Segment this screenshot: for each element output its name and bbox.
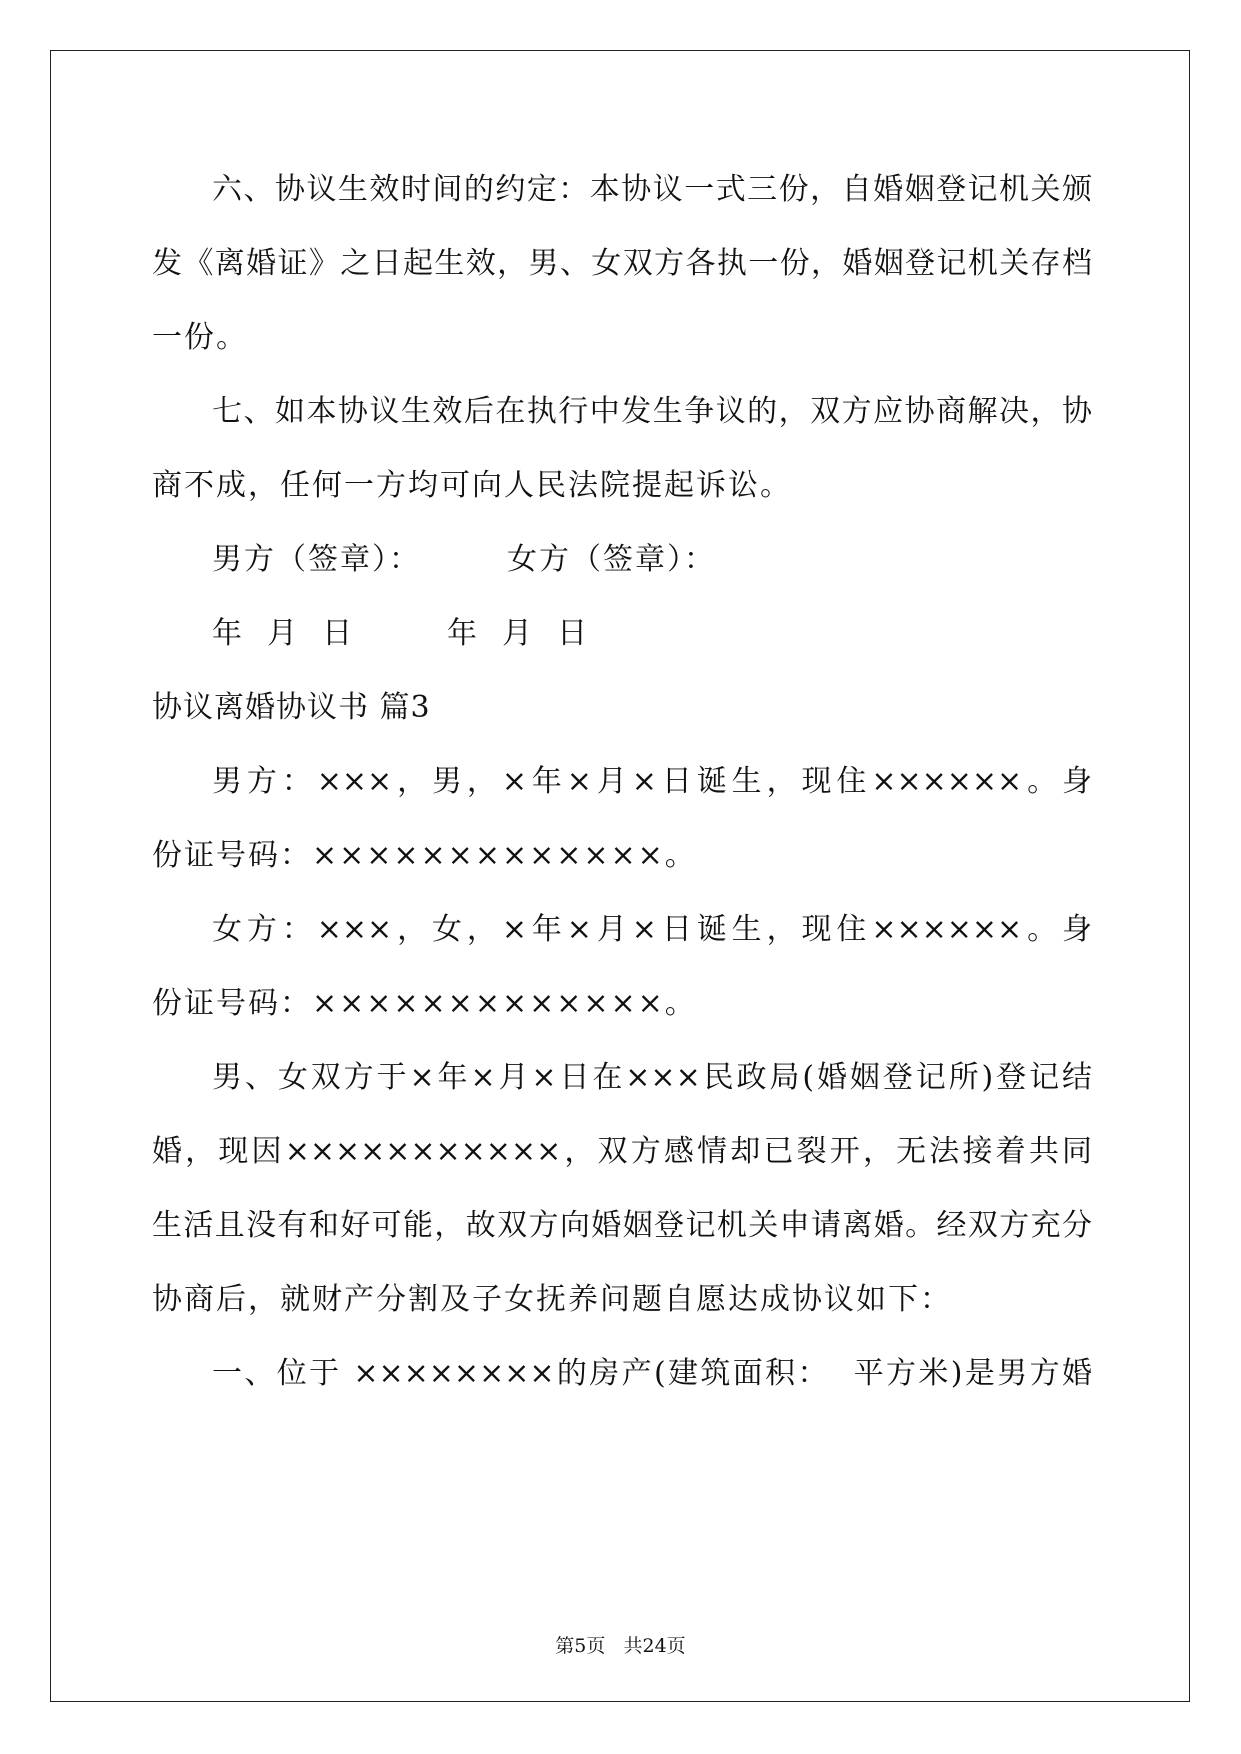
section-heading: 协议离婚协议书 篇3 [152,690,431,725]
paragraph-line: 生活且没有和好可能，故双方向婚姻登记机关申请离婚。经双方充分 [152,1208,1092,1243]
paragraph-line: 份证号码：×××××××××××××。 [152,986,697,1021]
female-date: 年 月 日 [447,616,590,651]
female-signature-label: 女方（签章）： [507,542,716,577]
paragraph-line: 商不成，任何一方均可向人民法院提起诉讼。 [152,468,792,503]
paragraph-line: 发《离婚证》之日起生效，男、女双方各执一份，婚姻登记机关存档 [152,246,1092,281]
paragraph-line: 协商后，就财产分割及子女抚养问题自愿达成协议如下： [152,1282,952,1317]
page-border [50,50,1190,1702]
paragraph-line: 七、如本协议生效后在执行中发生争议的，双方应协商解决，协 [212,394,1092,429]
paragraph-line: 一、位于 ××××××××的房产(建筑面积： 平方米)是男方婚 [212,1356,1092,1391]
male-signature-label: 男方（签章）： [212,542,421,577]
paragraph-line: 六、协议生效时间的约定：本协议一式三份，自婚姻登记机关颁 [212,172,1092,207]
paragraph-line: 一份。 [152,320,248,355]
paragraph-line: 婚，现因×××××××××××，双方感情却已裂开，无法接着共同 [152,1134,1092,1169]
paragraph-line: 份证号码：×××××××××××××。 [152,838,697,873]
date-row [152,614,1092,654]
paragraph-line: 男方：×××，男，×年×月×日诞生，现住××××××。身 [212,764,1092,799]
page-number: 第5页 共24页 [555,1635,686,1657]
male-date: 年 月 日 [212,616,355,651]
paragraph-line: 男、女双方于×年×月×日在×××民政局(婚姻登记所)登记结 [212,1060,1092,1095]
paragraph-line: 女方：×××，女，×年×月×日诞生，现住××××××。身 [212,912,1092,947]
signature-row [152,540,1092,580]
